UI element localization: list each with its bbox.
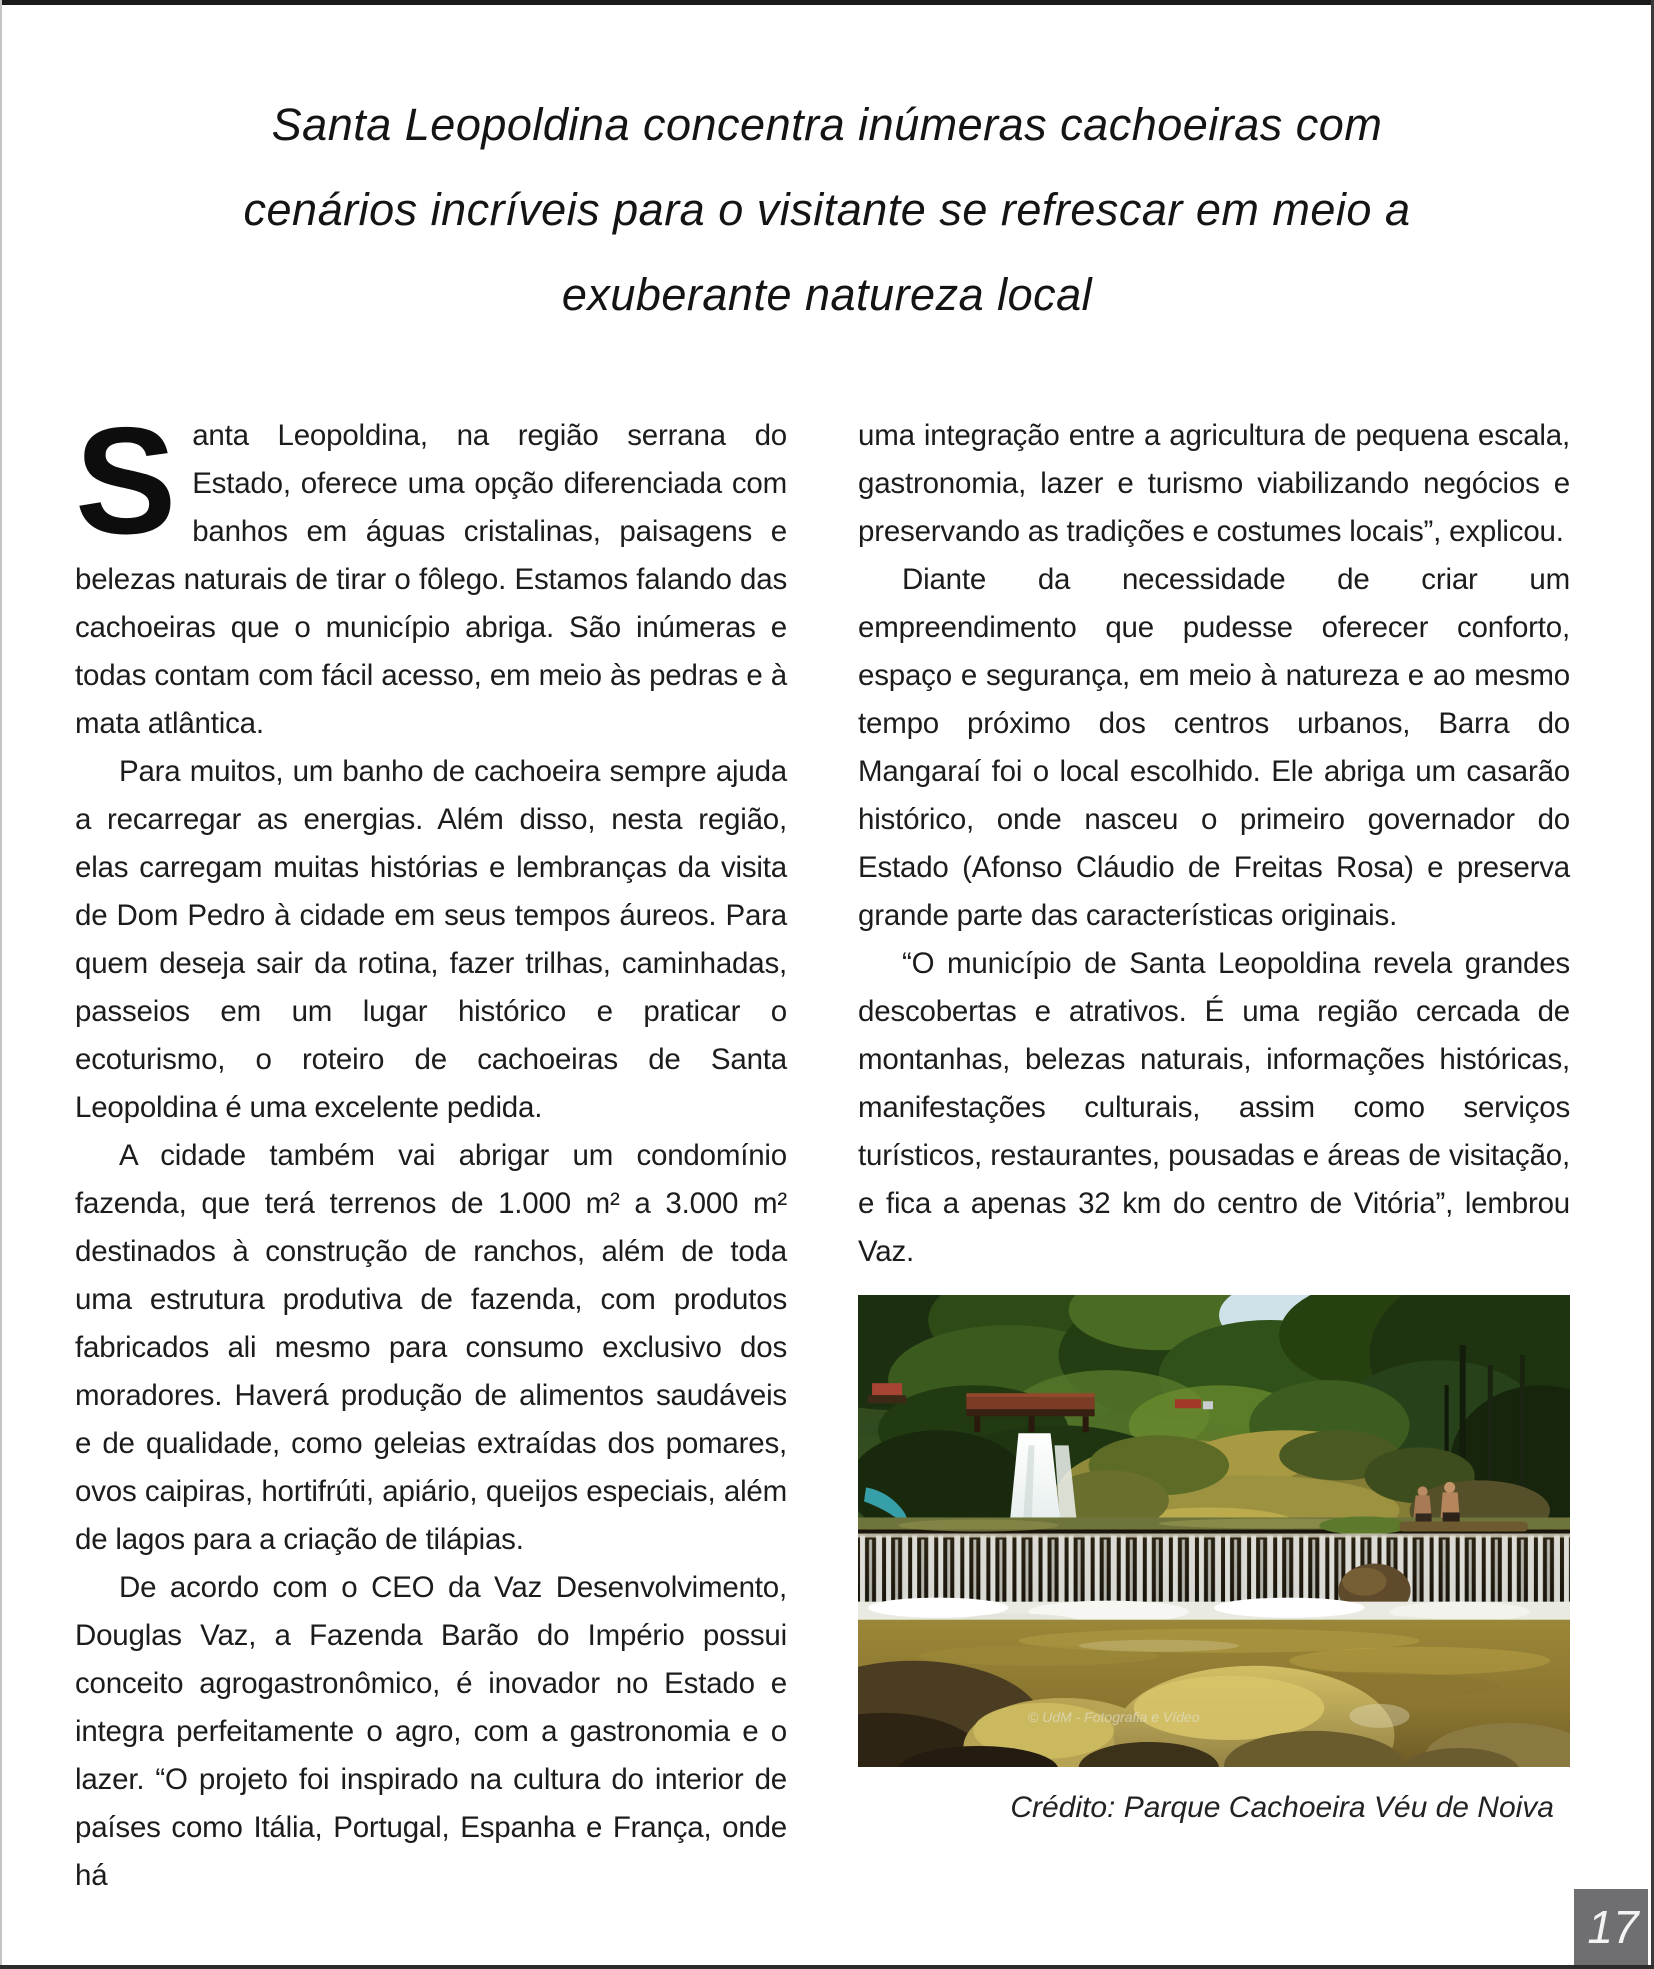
headline-line-2: cenários incríveis para o visitante se refrescar em meio a (243, 184, 1411, 235)
article-column-left (75, 396, 787, 1900)
headline-line-3: exuberante natureza local (561, 269, 1093, 320)
waterfall-photo-block (858, 1295, 1570, 1825)
page-bottom-border (0, 1965, 1654, 1969)
weir-waterfall (858, 1534, 1570, 1632)
photo-watermark: © UdM - Fotografia e Vídeo (1027, 1708, 1200, 1725)
paragraph: “O município de Santa Leopoldina revela grandes descobertas e atrativos. É uma região cercada de montanhas, belezas naturais, informações históricas, manifestações culturais, assim como serviços turísticos, restaurantes, pousadas e áreas de visitação, e fica a apenas 32 km do centro de Vitória”, lembrou Vaz. (858, 947, 1570, 1268)
photo-caption: Crédito: Parque Cachoeira Véu de Noiva (1010, 1791, 1554, 1824)
headline-line-1: Santa Leopoldina concentra inúmeras cachoeiras com (271, 99, 1383, 150)
article-headline (40, 82, 1614, 337)
drop-cap: S (75, 396, 177, 566)
waterfall-photo (858, 1295, 1570, 1767)
paragraph-lead-text: anta Leopoldina, na região serrana do Estado, oferece uma opção diferenciada com banhos em águas cristalinas, paisagens e belezas naturais de tirar o fôlego. Estamos falando das cachoeiras que o município abriga. São inúmeras e todas contam com fácil acesso, em meio às pedras e à mata atlântica. (75, 419, 787, 740)
page-left-border (0, 0, 2, 1969)
page-number: 17 (1587, 1901, 1639, 1953)
paragraph: A cidade também vai abrigar um condomínio fazenda, que terá terrenos de 1.000 m² a 3.000 m² destinados à construção de ranchos, além de toda uma estrutura produtiva de fazenda, com produtos fabricados ali mesmo para consumo exclusivo dos moradores. Haverá produção de alimentos saudáveis e de qualidade, como geleias extraídas dos pomares, ovos caipiras, hortifrúti, apiário, queijos especiais, além de lagos para a criação de tilápias. (75, 1139, 787, 1556)
paragraph: uma integração entre a agricultura de pequena escala, gastronomia, lazer e turismo viabilizando negócios e preservando as tradições e costumes locais”, explicou. (858, 419, 1570, 548)
page-top-border (0, 0, 1654, 5)
paragraph: Para muitos, um banho de cachoeira sempre ajuda a recarregar as energias. Além disso, nesta região, elas carregam muitas histórias e lembranças da visita de Dom Pedro à cidade em seus tempos áureos. Para quem deseja sair da rotina, fazer trilhas, caminhadas, passeios em um lugar histórico e praticar o ecoturismo, o roteiro de cachoeiras de Santa Leopoldina é uma excelente pedida. (75, 755, 787, 1124)
article-column-right (858, 412, 1570, 1276)
paragraph: Diante da necessidade de criar um empreendimento que pudesse oferecer conforto, espaço e segurança, em meio à natureza e ao mesmo tempo próximo dos centros urbanos, Barra do Mangaraí foi o local escolhido. Ele abriga um casarão histórico, onde nasceu o primeiro governador do Estado (Afonso Cláudio de Freitas Rosa) e preserva grande parte das características originais. (858, 563, 1570, 932)
paragraph-lead (75, 396, 787, 748)
page-number-badge (1574, 1889, 1648, 1965)
paragraph: De acordo com o CEO da Vaz Desenvolvimento, Douglas Vaz, a Fazenda Barão do Império possui conceito agrogastronômico, é inovador no Estado e integra perfeitamente o agro, com a gastronomia e o lazer. “O projeto foi inspirado na cultura do interior de países como Itália, Portugal, Espanha e França, onde há (75, 1571, 787, 1892)
